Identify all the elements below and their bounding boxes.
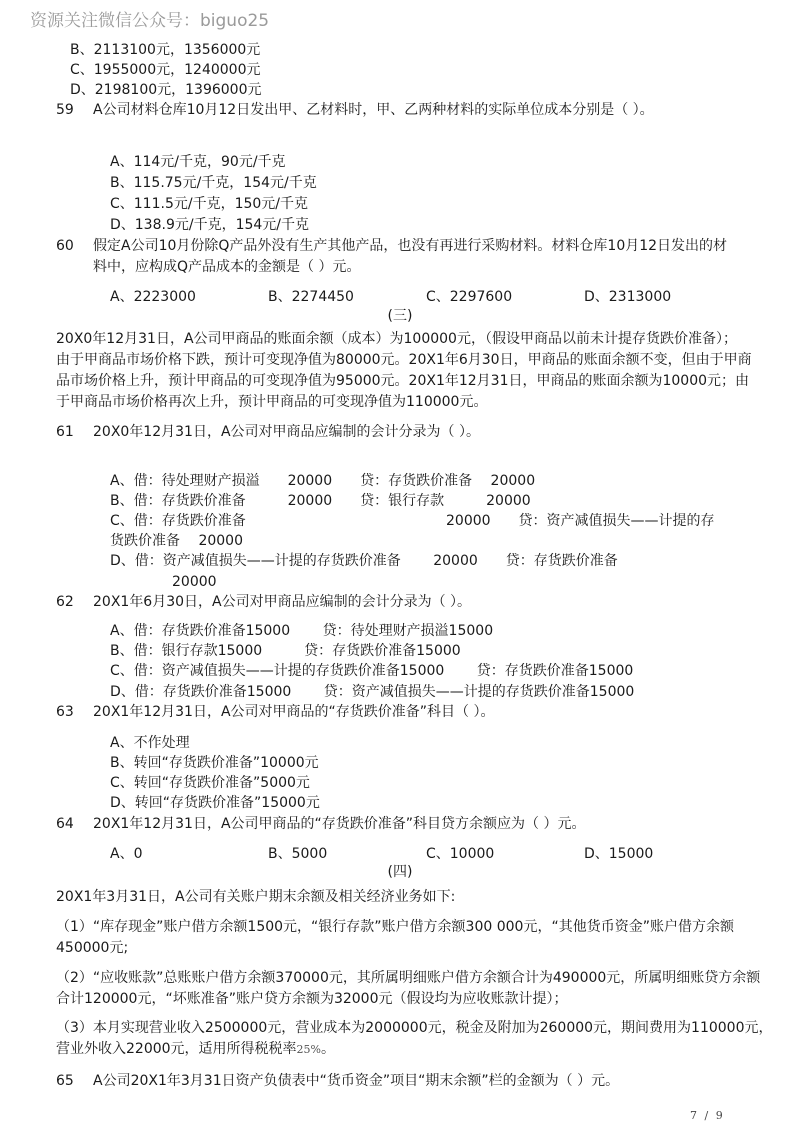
q59-option-a: A、114元/千克，90元/千克 bbox=[110, 154, 286, 170]
q64-number: 64 bbox=[56, 816, 74, 832]
q59-number: 59 bbox=[56, 102, 74, 118]
section-3-line2: 由于甲商品市场价格下跌，预计可变现净值为80000元。20X1年6月30日，甲商品的账面余额不变，但由于甲商 bbox=[56, 352, 752, 368]
q62-option-b: B、借：银行存款15000 贷：存货跌价准备15000 bbox=[110, 643, 461, 659]
q65-stem: A公司20X1年3月31日资产负债表中“货币资金”项目“期末余额”栏的金额为（ ）元。 bbox=[93, 1073, 620, 1089]
q58-option-b: B、2113100元，1356000元 bbox=[70, 42, 261, 58]
q61-option-d-line2: 20000 bbox=[172, 574, 217, 590]
q59-option-c: C、111.5元/千克，150元/千克 bbox=[110, 196, 309, 212]
section-4-para1-line1: （1）“库存现金”账户借方余额1500元，“银行存款”账户借方余额300 000元，“其他货币资金”账户借方余额 bbox=[56, 919, 734, 935]
q63-option-d: D、转回“存货跌价准备”15000元 bbox=[110, 795, 320, 811]
q61-option-a: A、借：待处理财产损溢 20000 贷：存货跌价准备 20000 bbox=[110, 473, 536, 489]
section-4-para2-line1: （2）“应收账款”总账账户借方余额370000元，其所属明细账户借方余额合计为490000元，所属明细账贷方余额 bbox=[56, 970, 761, 986]
q58-option-d: D、2198100元，1396000元 bbox=[70, 82, 262, 98]
q60-option-a: A、2223000 bbox=[110, 289, 196, 305]
q62-option-c: C、借：资产减值损失——计提的存货跌价准备15000 贷：存货跌价准备15000 bbox=[110, 663, 634, 679]
q64-option-c: C、10000 bbox=[426, 846, 495, 862]
q64-option-b: B、5000 bbox=[268, 846, 328, 862]
page-number: 7 / 9 bbox=[690, 1109, 725, 1122]
section-4-para3-line2 bbox=[56, 1040, 335, 1059]
section-4-para1-line2: 450000元; bbox=[56, 940, 129, 956]
q61-option-c-line1: C、借：存货跌价准备 bbox=[110, 513, 246, 529]
q62-option-d: D、借：存货跌价准备15000 贷：资产减值损失——计提的存货跌价准备15000 bbox=[110, 684, 635, 700]
q64-option-a: A、0 bbox=[110, 846, 143, 862]
q64-stem: 20X1年12月31日，A公司甲商品的“存货跌价准备”科目贷方余额应为（ ）元。 bbox=[93, 816, 586, 832]
q63-stem: 20X1年12月31日，A公司对甲商品的“存货跌价准备”科目（ ）。 bbox=[93, 704, 495, 720]
q61-number: 61 bbox=[56, 424, 74, 440]
q63-option-c: C、转回“存货跌价准备”5000元 bbox=[110, 775, 310, 791]
q64-option-d: D、15000 bbox=[584, 846, 654, 862]
q59-option-b: B、115.75元/千克，154元/千克 bbox=[110, 175, 317, 191]
q60-option-d: D、2313000 bbox=[584, 289, 672, 305]
q59-stem: A公司材料仓库10月12日发出甲、乙材料时，甲、乙两种材料的实际单位成本分别是（ ）。 bbox=[93, 102, 654, 118]
q60-stem-line1: 假定A公司10月份除Q产品外没有生产其他产品，也没有再进行采购材料。材料仓库10月12日发出的材 bbox=[93, 238, 728, 254]
section-4-title: (四) bbox=[387, 864, 413, 880]
q59-option-d: D、138.9元/千克，154元/千克 bbox=[110, 217, 310, 233]
q62-stem: 20X1年6月30日，A公司对甲商品应编制的会计分录为（ ）。 bbox=[93, 594, 472, 610]
q61-option-c-line1-right: 20000 贷：资产减值损失——计提的存 bbox=[446, 513, 715, 529]
q58-option-c: C、1955000元，1240000元 bbox=[70, 62, 261, 78]
q60-number: 60 bbox=[56, 238, 74, 254]
q63-option-a: A、不作处理 bbox=[110, 735, 190, 751]
q62-option-a: A、借：存货跌价准备15000 贷：待处理财产损溢15000 bbox=[110, 623, 494, 639]
section-4-para2-line2: 合计120000元，“坏账准备”账户贷方余额为32000元（假设均为应收账款计提）； bbox=[56, 991, 568, 1007]
section-3-title: (三) bbox=[387, 308, 413, 324]
q65-number: 65 bbox=[56, 1073, 74, 1089]
section-4-para3-line1: （3）本月实现营业收入2500000元，营业成本为2000000元，税金及附加为260000元，期间费用为110000元， bbox=[56, 1020, 773, 1036]
section-3-line4: 于甲商品市场价格再次上升，预计甲商品的可变现净值为110000元。 bbox=[56, 394, 488, 410]
section-4-intro: 20X1年3月31日，A公司有关账户期末余额及相关经济业务如下: bbox=[56, 889, 456, 905]
q62-number: 62 bbox=[56, 594, 74, 610]
q60-stem-line2: 料中，应构成Q产品成本的金额是（ ）元。 bbox=[93, 259, 361, 275]
q60-option-c: C、2297600 bbox=[426, 289, 513, 305]
q61-option-b: B、借：存货跌价准备 20000 贷：银行存款 20000 bbox=[110, 493, 531, 509]
q63-number: 63 bbox=[56, 704, 74, 720]
q61-stem: 20X0年12月31日，A公司对甲商品应编制的会计分录为（ ）。 bbox=[93, 424, 480, 440]
watermark: 资源关注微信公众号：biguo25 bbox=[30, 11, 270, 31]
tax-rate: 25% bbox=[296, 1043, 321, 1056]
q61-option-d-line1: D、借：资产减值损失——计提的存货跌价准备 20000 贷：存货跌价准备 bbox=[110, 553, 618, 569]
section-4-para3-line2-text: 营业外收入22000元，适用所得税税率 bbox=[56, 1041, 297, 1057]
q61-option-c-line2: 货跌价准备 20000 bbox=[110, 533, 243, 549]
q63-option-b: B、转回“存货跌价准备”10000元 bbox=[110, 755, 319, 771]
q60-option-b: B、2274450 bbox=[268, 289, 354, 305]
section-3-line1: 20X0年12月31日，A公司甲商品的账面余额（成本）为100000元，（假设甲商品以前未计提存货跌价准备）； bbox=[56, 331, 737, 347]
section-4-para3-line2-end: 。 bbox=[321, 1041, 335, 1057]
section-3-line3: 品市场价格上升，预计甲商品的可变现净值为95000元。20X1年12月31日，甲商品的账面余额为10000元；由 bbox=[56, 373, 750, 389]
